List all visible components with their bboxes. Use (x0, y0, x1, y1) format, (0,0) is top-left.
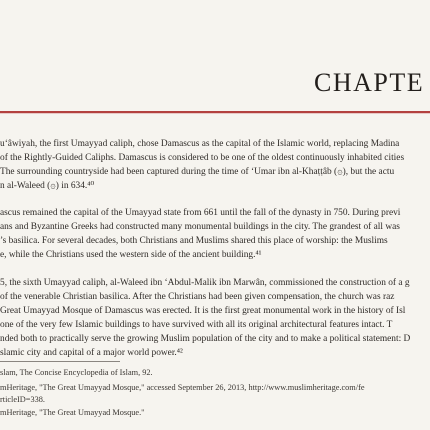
footnote-line: mHeritage, "The Great Umayyad Mosque," accessed September 26, 2013, http://www.muslimheritage.com/fe (0, 383, 365, 392)
footnote-line: mHeritage, "The Great Umayyad Mosque." (0, 408, 145, 417)
body-line: ans and Byzantine Greeks had constructed many monumental buildings in the city. The grandest of all was (0, 222, 400, 232)
footnote-line: slam, The Concise Encyclopedia of Islam, 92. (0, 368, 153, 377)
body-line: The surrounding countryside had been captured during the time of ‘Umar ibn al-Khaṭṭâb (۞), but the actu (0, 167, 395, 177)
chapter-heading: CHAPTE (314, 68, 425, 97)
body-line: slamic city and capital of a major world power.⁴² (0, 348, 183, 358)
body-line: e, while the Christians used the western side of the ancient building.⁴¹ (0, 250, 262, 260)
body-line: of the venerable Christian basilica. After the Christians had been given compensation, the church was raz (0, 292, 395, 302)
body-line: ’s basilica. For several decades, both Christians and Muslims shared this place of worship: the Muslims (0, 236, 388, 246)
body-line: u‘âwiyah, the first Umayyad caliph, chose Damascus as the capital of the Islamic world, replacing Madina (0, 139, 400, 149)
body-line: ascus remained the capital of the Umayyad state from 661 until the fall of the dynasty in 750. During previ (0, 208, 401, 218)
body-line: 5, the sixth Umayyad caliph, al-Waleed ibn ‘Abdul-Malik ibn Marwân, commissioned the construction of a g (0, 278, 410, 288)
body-line: one of the very few Islamic buildings to have survived with all its original architectural features intact. T (0, 320, 393, 330)
body-line: nded both to practically serve the growing Muslim population of the city and to make a political statement: D (0, 334, 411, 344)
footnote-line: rticleID=338. (0, 395, 45, 404)
body-line: of the Rightly-Guided Caliphs. Damascus is considered to be one of the oldest continuously inhabited cities (0, 153, 405, 163)
heading-rule-shadow (0, 113, 430, 114)
body-line: Great Umayyad Mosque of Damascus was erected. It is the first great monumental work in the history of Isl (0, 306, 406, 316)
footnote-rule (0, 361, 120, 362)
body-line: n al-Waleed (۞) in 634.⁴⁰ (0, 181, 95, 191)
